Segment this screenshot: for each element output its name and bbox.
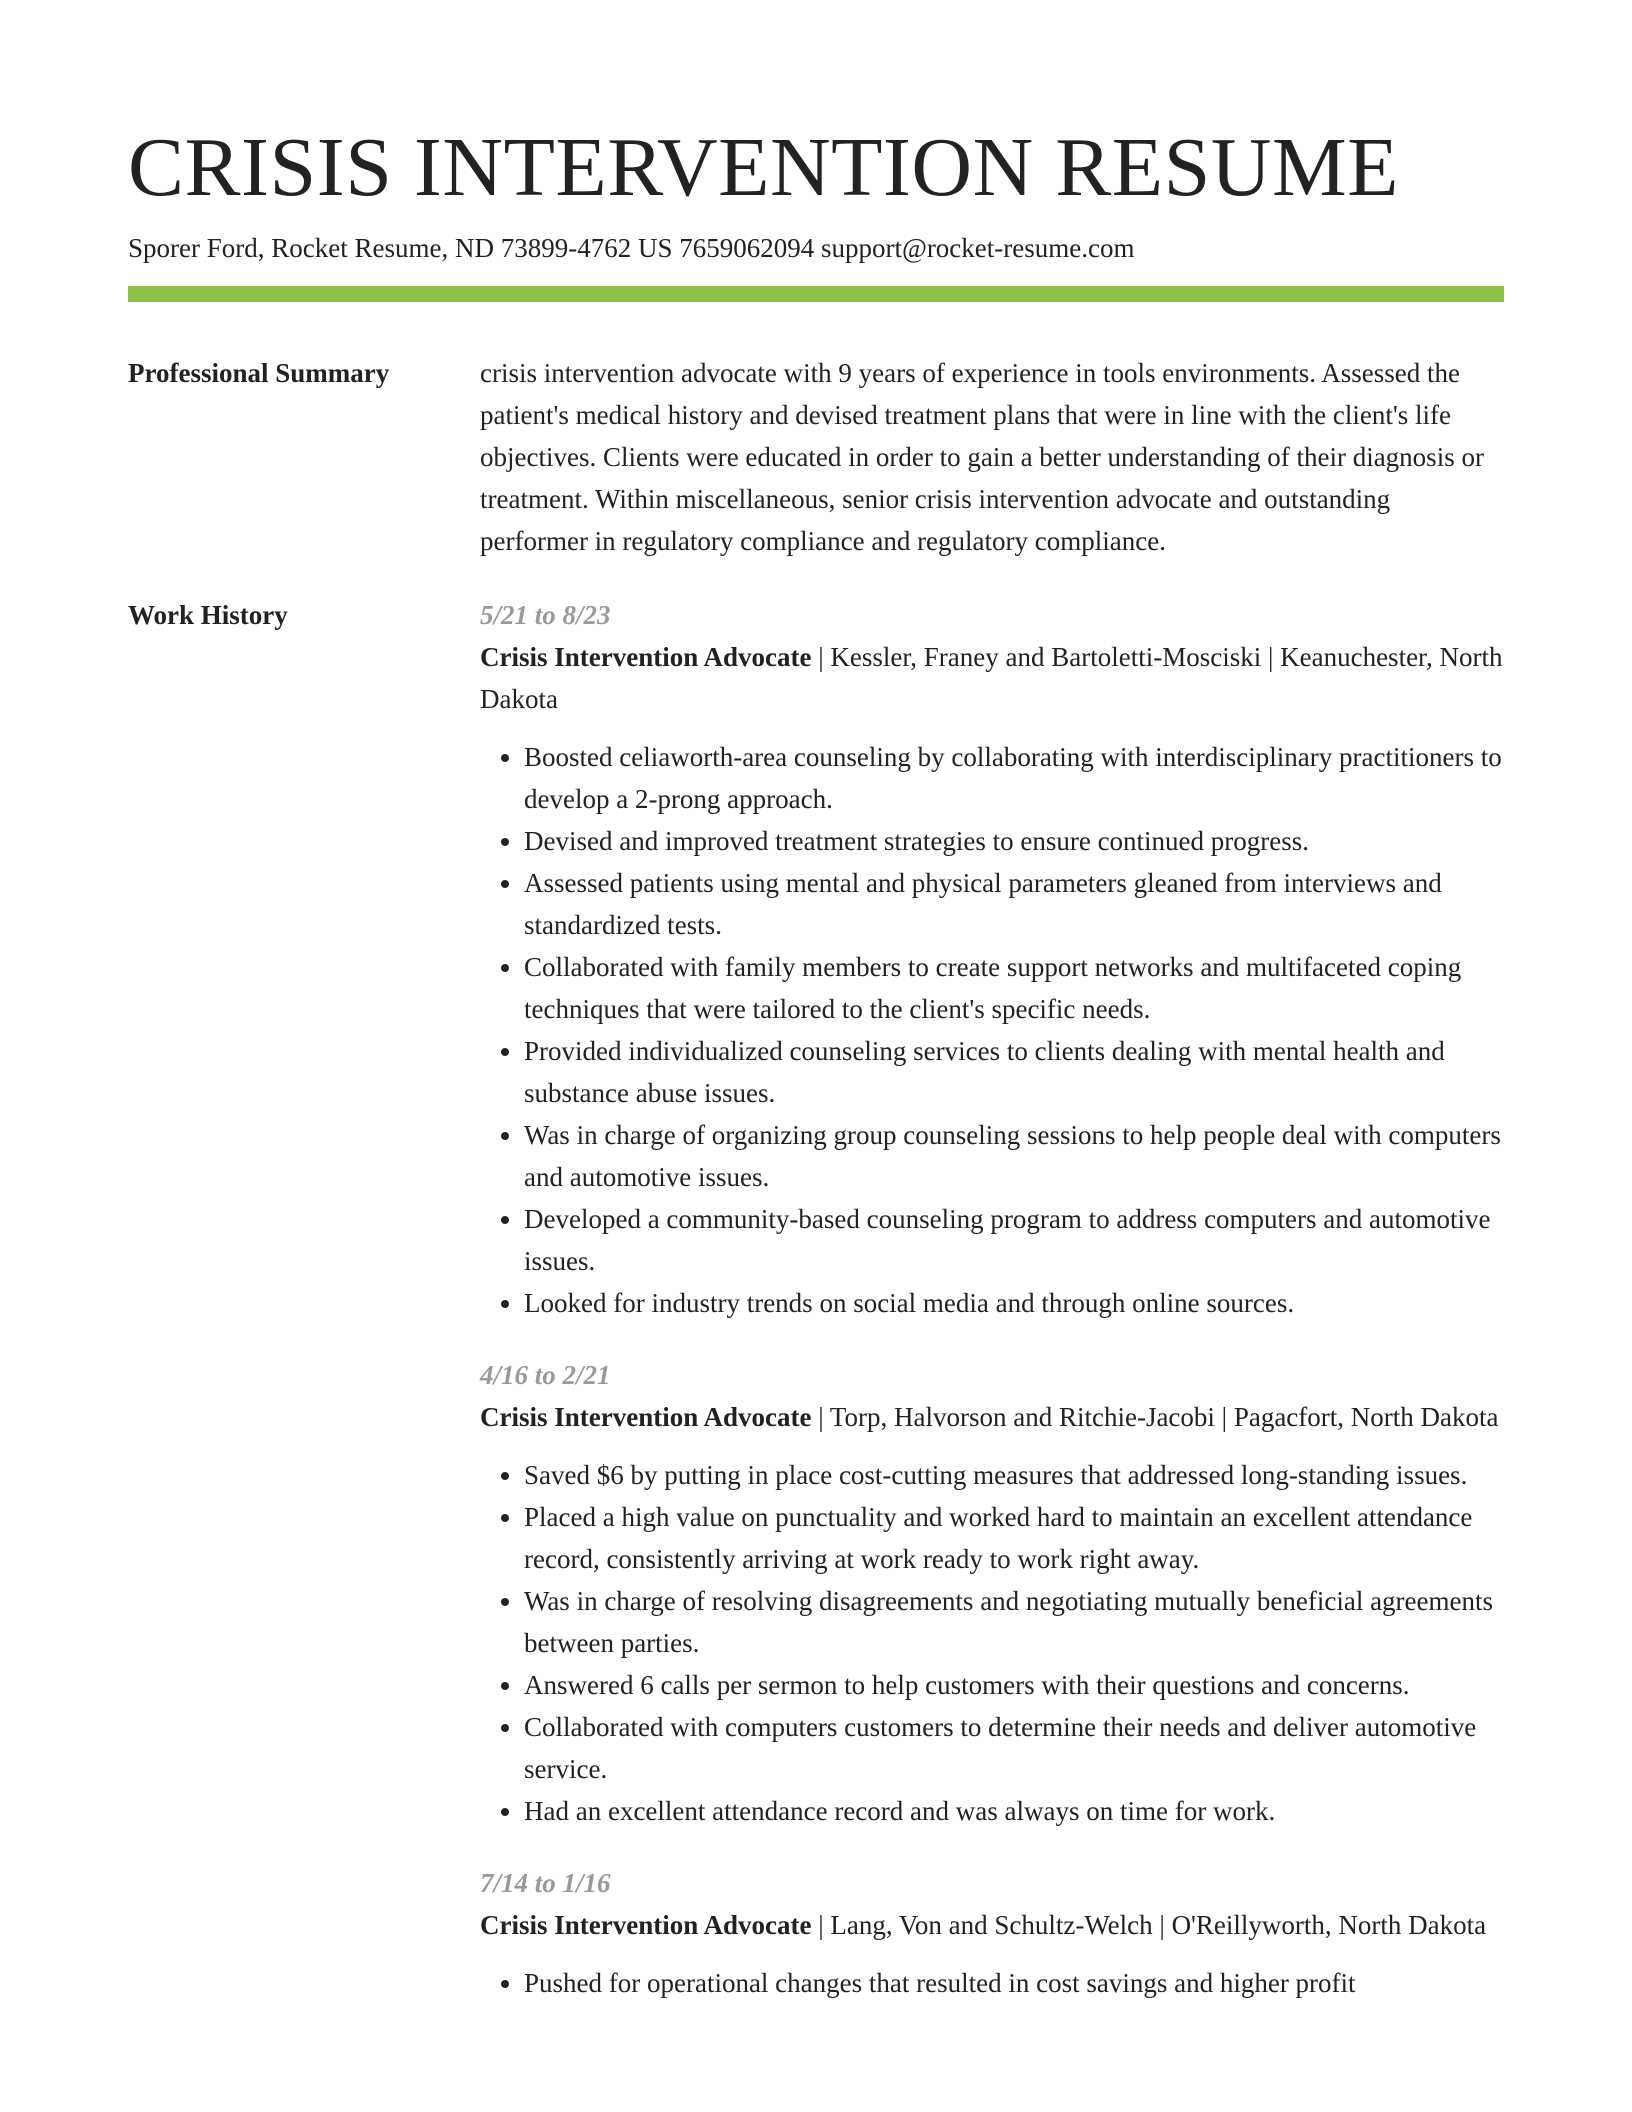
job-header [480, 1904, 1504, 1946]
list-item: • Had an excellent attendance record and was always on time for work. [524, 1790, 1504, 1832]
job-title: Crisis Intervention Advocate [480, 1402, 812, 1432]
contact-line: Sporer Ford, Rocket Resume, ND 73899-4762 US 7659062094 support@rocket-resume.com [128, 233, 1135, 263]
list-item: • Collaborated with computers customers to determine their needs and deliver automotive service. [524, 1706, 1504, 1790]
resume-title: CRISIS INTERVENTION RESUME [128, 121, 1399, 214]
list-item: • Was in charge of resolving disagreements and negotiating mutually beneficial agreements between parties. [524, 1580, 1504, 1664]
accent-divider [128, 286, 1504, 302]
job-entry [480, 1354, 1504, 1832]
resume-page [128, 118, 1504, 2004]
job-company: Kessler, Franey and Bartoletti-Mosciski [830, 642, 1262, 672]
job-company: Torp, Halvorson and Ritchie-Jacobi [829, 1402, 1215, 1432]
job-list [480, 594, 1504, 2004]
job-separator: | [1152, 1910, 1172, 1940]
job-separator: | [811, 1910, 831, 1940]
job-company: Lang, Von and Schultz-Welch [830, 1910, 1153, 1940]
job-dates: 4/16 to 2/21 [480, 1360, 611, 1390]
job-title: Crisis Intervention Advocate [480, 642, 812, 672]
job-dates: 7/14 to 1/16 [480, 1868, 611, 1898]
list-item: • Boosted celiaworth-area counseling by collaborating with interdisciplinary practitioners to develop a 2-prong approach. [524, 736, 1504, 820]
list-item: • Looked for industry trends on social media and through online sources. [524, 1282, 1504, 1324]
job-bullets [480, 1454, 1504, 1832]
job-header [480, 636, 1504, 720]
list-item: • Developed a community-based counseling program to address computers and automotive issues. [524, 1198, 1504, 1282]
job-entry [480, 594, 1504, 1324]
job-bullets [480, 1962, 1504, 2004]
list-item: • Collaborated with family members to create support networks and multifaceted coping techniques that were tailored to the client's specific needs. [524, 946, 1504, 1030]
list-item: • Pushed for operational changes that resulted in cost savings and higher profit [524, 1962, 1504, 2004]
job-location: O'Reillyworth, North Dakota [1171, 1910, 1487, 1940]
job-separator: | [811, 642, 831, 672]
list-item: • Assessed patients using mental and physical parameters gleaned from interviews and standardized tests. [524, 862, 1504, 946]
list-item: • Was in charge of organizing group counseling sessions to help people deal with computers and automotive issues. [524, 1114, 1504, 1198]
summary-text: crisis intervention advocate with 9 years of experience in tools environments. Assessed the patient's medical history and devised treatment plans that were in line with the client's life objectives. Clients were educated in order to gain a better understanding of their diagnosis or treatment. Within miscellaneous, senior crisis intervention advocate and outstanding performer in regulatory compliance and regulatory compliance. [480, 358, 1484, 556]
job-separator: | [1261, 642, 1281, 672]
job-separator: | [811, 1402, 830, 1432]
job-dates: 5/21 to 8/23 [480, 600, 611, 630]
list-item: • Placed a high value on punctuality and worked hard to maintain an excellent attendance record, consistently arriving at work ready to work right away. [524, 1496, 1504, 1580]
job-location: Pagacfort, North Dakota [1233, 1402, 1499, 1432]
list-item: • Answered 6 calls per sermon to help customers with their questions and concerns. [524, 1664, 1504, 1706]
job-title: Crisis Intervention Advocate [480, 1910, 812, 1940]
job-entry [480, 1862, 1504, 2004]
job-bullets [480, 736, 1504, 1324]
summary-section [128, 352, 1504, 562]
job-location: Keanuchester, North Dakota [480, 642, 1503, 714]
list-item: • Provided individualized counseling services to clients dealing with mental health and substance abuse issues. [524, 1030, 1504, 1114]
work-history-heading: Work History [128, 600, 288, 630]
list-item: • Devised and improved treatment strategies to ensure continued progress. [524, 820, 1504, 862]
job-separator: | [1214, 1402, 1234, 1432]
work-history-section [128, 594, 1504, 2004]
summary-heading: Professional Summary [128, 358, 390, 388]
job-header [480, 1396, 1504, 1438]
list-item: • Saved $6 by putting in place cost-cutting measures that addressed long-standing issues. [524, 1454, 1504, 1496]
